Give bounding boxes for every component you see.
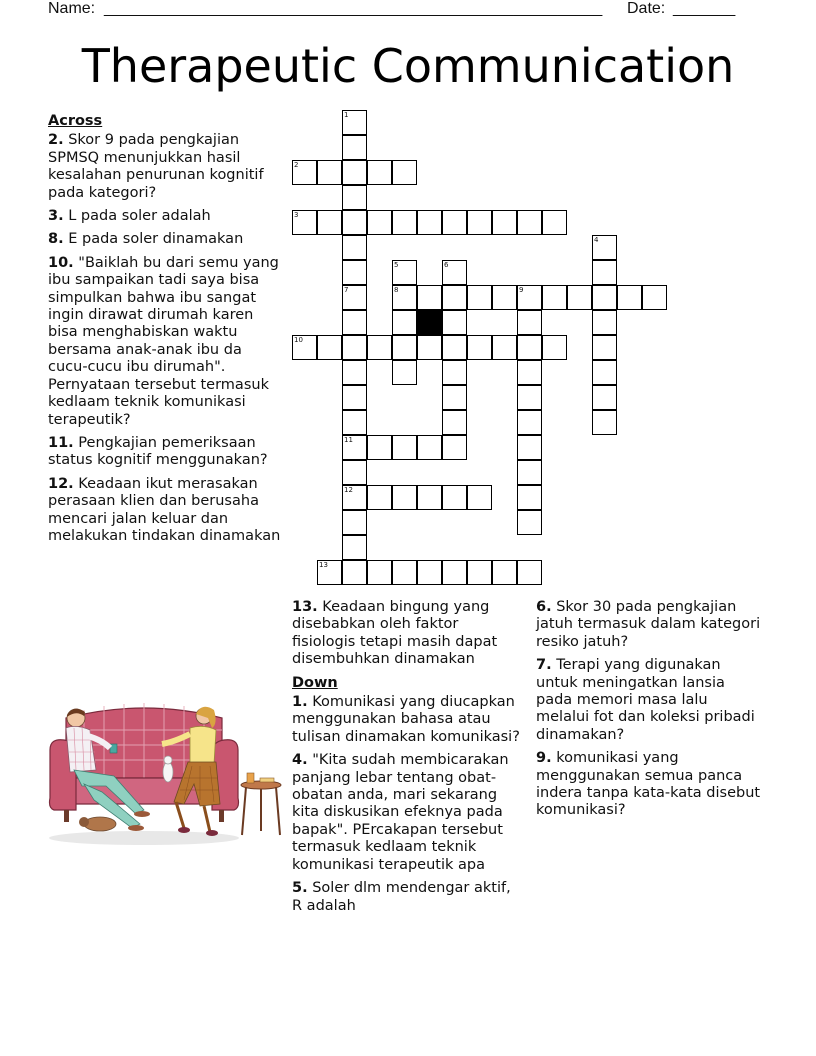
grid-cell[interactable] [417,560,442,585]
grid-cell[interactable] [592,360,617,385]
down-clue-7: 7. Terapi yang digunakan untuk meningatkan lansia pada memori masa lalu melalui fot dan koleksi pribadi dinamakan? [536,657,755,743]
grid-cell[interactable] [467,285,492,310]
date-label: Date: [627,0,666,17]
grid-cell[interactable] [317,210,342,235]
grid-cell[interactable] [442,485,467,510]
grid-cell[interactable] [442,560,467,585]
down-clue-5: 5. Soler dlm mendengar aktif, R adalah [292,880,511,914]
grid-cell[interactable] [392,260,417,285]
grid-cell[interactable] [342,385,367,410]
across-clue-8: 8. E pada soler dinamakan [48,231,244,248]
down-clue-9: 9. komunikasi yang menggunakan semua panca indera tanpa kata-kata disebut komunikasi? [536,750,761,819]
grid-cell[interactable] [317,560,342,585]
grid-cell[interactable] [367,435,392,460]
name-label: Name: [48,0,96,17]
couple-on-sofa-illustration [44,700,254,846]
cell-number: 3 [294,211,299,219]
across-clue-13: 13. Keadaan bingung yang disebabkan oleh faktor fisiologis tetapi masih dapat disembuhkan dinamakan [292,599,498,668]
grid-cell[interactable] [442,360,467,385]
grid-cell[interactable] [442,210,467,235]
page-title: Therapeutic Communication [81,39,735,93]
grid-cell[interactable] [467,485,492,510]
grid-cell[interactable] [342,360,367,385]
cell-number: 2 [294,161,299,169]
down-clue-1: 1. Komunikasi yang diucapkan menggunakan bahasa atau tulisan dinamakan komunikasi? [292,694,520,745]
grid-cell[interactable] [292,160,317,185]
grid-cell[interactable] [617,285,642,310]
grid-cell[interactable] [342,260,367,285]
across-clues [48,113,284,551]
grid-cell[interactable] [367,160,392,185]
grid-cell[interactable] [317,335,342,360]
grid-cell[interactable] [417,210,442,235]
down-clue-6: 6. Skor 30 pada pengkajian jatuh termasuk dalam kategori resiko jatuh? [536,599,761,650]
grid-cell[interactable] [342,460,367,485]
cell-number: 12 [344,486,353,494]
grid-cell[interactable] [367,485,392,510]
grid-cell[interactable] [517,435,542,460]
grid-cell[interactable] [467,335,492,360]
grid-cell[interactable] [342,535,367,560]
grid-cell[interactable] [392,435,417,460]
grid-cell[interactable] [517,510,542,535]
cell-number: 8 [394,286,399,294]
grid-cell[interactable] [317,160,342,185]
cell-number: 13 [319,561,328,569]
grid-cell[interactable] [442,435,467,460]
grid-cell[interactable] [592,310,617,335]
grid-cell[interactable] [392,160,417,185]
cell-number: 6 [444,261,449,269]
grid-cell[interactable] [342,135,367,160]
across-clue-11: 11. Pengkajian pemeriksaan status kognitif menggunakan? [48,434,268,469]
grid-cell[interactable] [517,385,542,410]
grid-cell[interactable] [342,235,367,260]
grid-cell[interactable] [467,210,492,235]
cell-number: 4 [594,236,599,244]
right-clues [536,599,764,826]
grid-cell[interactable] [592,260,617,285]
cell-number: 9 [519,286,524,294]
grid-cell[interactable] [342,435,367,460]
grid-cell[interactable] [592,385,617,410]
date-line[interactable]: _______ [673,0,736,17]
grid-cell[interactable] [517,460,542,485]
grid-cell[interactable] [392,285,417,310]
grid-cell[interactable] [292,335,317,360]
grid-cell[interactable] [592,285,617,310]
grid-cell[interactable] [342,485,367,510]
grid-cell[interactable] [442,285,467,310]
grid-cell[interactable] [417,485,442,510]
grid-cell[interactable] [467,560,492,585]
grid-cell[interactable] [492,210,517,235]
grid-cell[interactable] [292,210,317,235]
across-clue-10: 10. "Baiklah bu dari semu yang ibu sampaikan tadi saya bisa simpulkan bahwa ibu sangat ingin dirawat dirumah karen bisa menghabiskan waktu bersama anak-anak ibu da cucu-cucu ibu dirumah". Pernyataan tersebut termasuk kedlaam teknik komunikasi terapeutik? [48,254,279,428]
grid-cell[interactable] [392,310,417,335]
grid-cell[interactable] [367,335,392,360]
cell-number: 5 [394,261,399,269]
across-heading: Across [48,113,103,129]
grid-cell[interactable] [517,285,542,310]
across-clue-2: 2. Skor 9 pada pengkajian SPMSQ menunjukkan hasil kesalahan penurunan kognitif pada kategori? [48,132,264,201]
cell-number: 11 [344,436,353,444]
grid-cell[interactable] [342,410,367,435]
grid-cell[interactable] [367,560,392,585]
grid-cell[interactable] [517,210,542,235]
grid-cell[interactable] [367,210,392,235]
grid-cell[interactable] [442,335,467,360]
grid-cell[interactable] [492,285,517,310]
grid-cell[interactable] [517,360,542,385]
grid-cell[interactable] [442,260,467,285]
grid-cell[interactable] [592,235,617,260]
grid-cell[interactable] [492,335,517,360]
grid-cell[interactable] [392,485,417,510]
cell-number: 7 [344,286,349,294]
grid-cell[interactable] [492,560,517,585]
grid-cell[interactable] [567,285,592,310]
grid-cell[interactable] [342,560,367,585]
grid-cell[interactable] [392,335,417,360]
grid-cell[interactable] [392,360,417,385]
grid-cell[interactable] [342,510,367,535]
grid-cell[interactable] [342,160,367,185]
across-clue-12: 12. Keadaan ikut merasakan perasaan klien dan berusaha mencari jalan keluar dan melakukan tindakan dinamakan [48,475,281,544]
grid-cell[interactable] [542,335,567,360]
grid-cell[interactable] [442,410,467,435]
grid-cell[interactable] [417,285,442,310]
grid-cell[interactable] [517,560,542,585]
grid-cell[interactable] [642,285,667,310]
grid-cell[interactable] [392,560,417,585]
grid-cell[interactable] [592,335,617,360]
grid-cell[interactable] [342,285,367,310]
black-cell [417,310,442,335]
side-table-icon [236,765,286,845]
grid-cell[interactable] [542,285,567,310]
cell-number: 10 [294,336,303,344]
down-heading: Down [292,674,338,691]
grid-cell[interactable] [417,335,442,360]
name-line[interactable]: ________________________________________________________ [104,0,603,17]
cell-number: 1 [344,111,349,119]
grid-cell[interactable] [392,210,417,235]
grid-cell[interactable] [592,410,617,435]
grid-cell[interactable] [517,335,542,360]
grid-cell[interactable] [417,435,442,460]
down-clue-4: 4. "Kita sudah membicarakan panjang lebar tentang obat-obatan anda, mari sekarang kita diskusikan efeknya pada bapak". PErcakapan tersebut termasuk kedlaam teknik komunikasi terapeutik apa [292,752,509,873]
grid-cell[interactable] [342,310,367,335]
grid-cell[interactable] [517,310,542,335]
grid-cell[interactable] [517,410,542,435]
across-clue-3: 3. L pada soler adalah [48,208,211,225]
grid-cell[interactable] [442,385,467,410]
grid-cell[interactable] [517,485,542,510]
grid-cell[interactable] [342,335,367,360]
grid-cell[interactable] [542,210,567,235]
grid-cell[interactable] [342,210,367,235]
grid-cell[interactable] [342,110,367,135]
grid-cell[interactable] [342,185,367,210]
middle-clues [292,599,524,921]
grid-cell[interactable] [442,310,467,335]
